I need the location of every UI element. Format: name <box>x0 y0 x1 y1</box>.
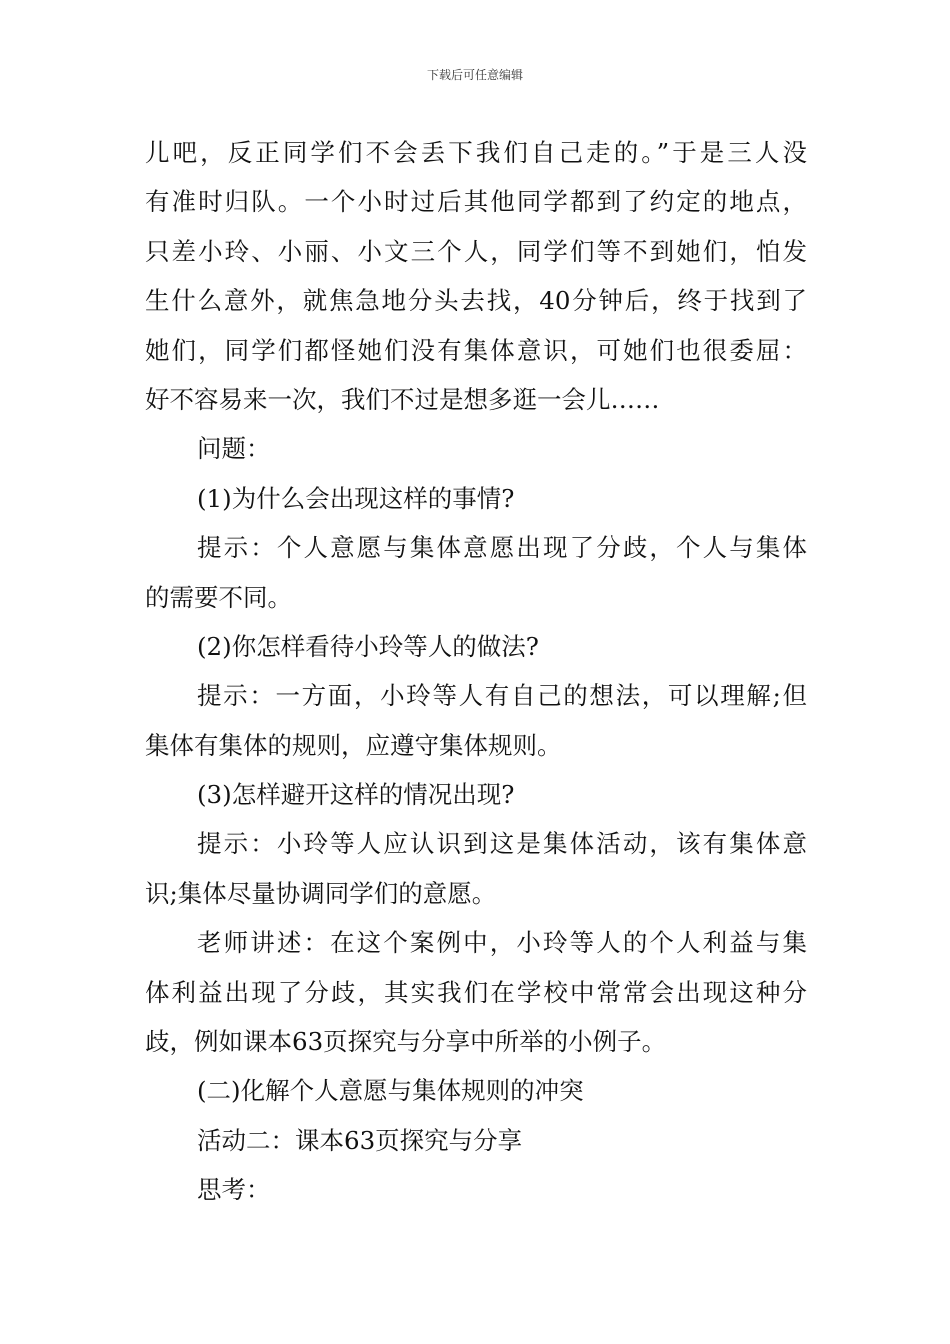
text-line: 问题： <box>197 434 271 464</box>
text-line: 有准时归队。一个小时过后其他同学都到了约定的地点， <box>145 187 807 217</box>
text-line: 生什么意外，就焦急地分头去找，40分钟后，终于找到了 <box>145 286 807 316</box>
text-line: (二)化解个人意愿与集体规则的冲突 <box>197 1076 584 1106</box>
text-line: 提示：小玲等人应认识到这是集体活动，该有集体意 <box>197 829 807 859</box>
text-line: 的需要不同。 <box>145 582 292 612</box>
document-body <box>145 128 807 1215</box>
text-line: (3)怎样避开这样的情况出现? <box>197 780 515 810</box>
text-line: 识;集体尽量协调同学们的意愿。 <box>145 878 497 908</box>
text-line: 提示：一方面，小玲等人有自己的想法，可以理解;但 <box>197 681 807 711</box>
text-line: 体利益出现了分歧，其实我们在学校中常常会出现这种分 <box>145 977 807 1007</box>
text-line: (2)你怎样看待小玲等人的做法? <box>197 631 539 661</box>
text-line: 儿吧，反正同学们不会丢下我们自己走的。”于是三人没 <box>145 138 807 167</box>
text-line: 她们，同学们都怪她们没有集体意识，可她们也很委屈： <box>145 335 807 365</box>
page-header: 下载后可任意编辑 <box>426 68 523 82</box>
text-line: 好不容易来一次，我们不过是想多逛一会儿…… <box>145 384 660 414</box>
text-line: 歧，例如课本63页探究与分享中所举的小例子。 <box>145 1027 667 1057</box>
text-line: (1)为什么会出现这样的事情? <box>197 483 515 513</box>
text-line: 只差小玲、小丽、小文三个人，同学们等不到她们，怕发 <box>145 236 807 266</box>
text-line: 老师讲述：在这个案例中，小玲等人的个人利益与集 <box>197 928 807 958</box>
text-line: 提示：个人意愿与集体意愿出现了分歧，个人与集体 <box>197 533 807 563</box>
text-line: 思考： <box>197 1175 271 1205</box>
text-line: 活动二：课本63页探究与分享 <box>197 1125 523 1155</box>
text-line: 集体有集体的规则，应遵守集体规则。 <box>145 730 562 760</box>
